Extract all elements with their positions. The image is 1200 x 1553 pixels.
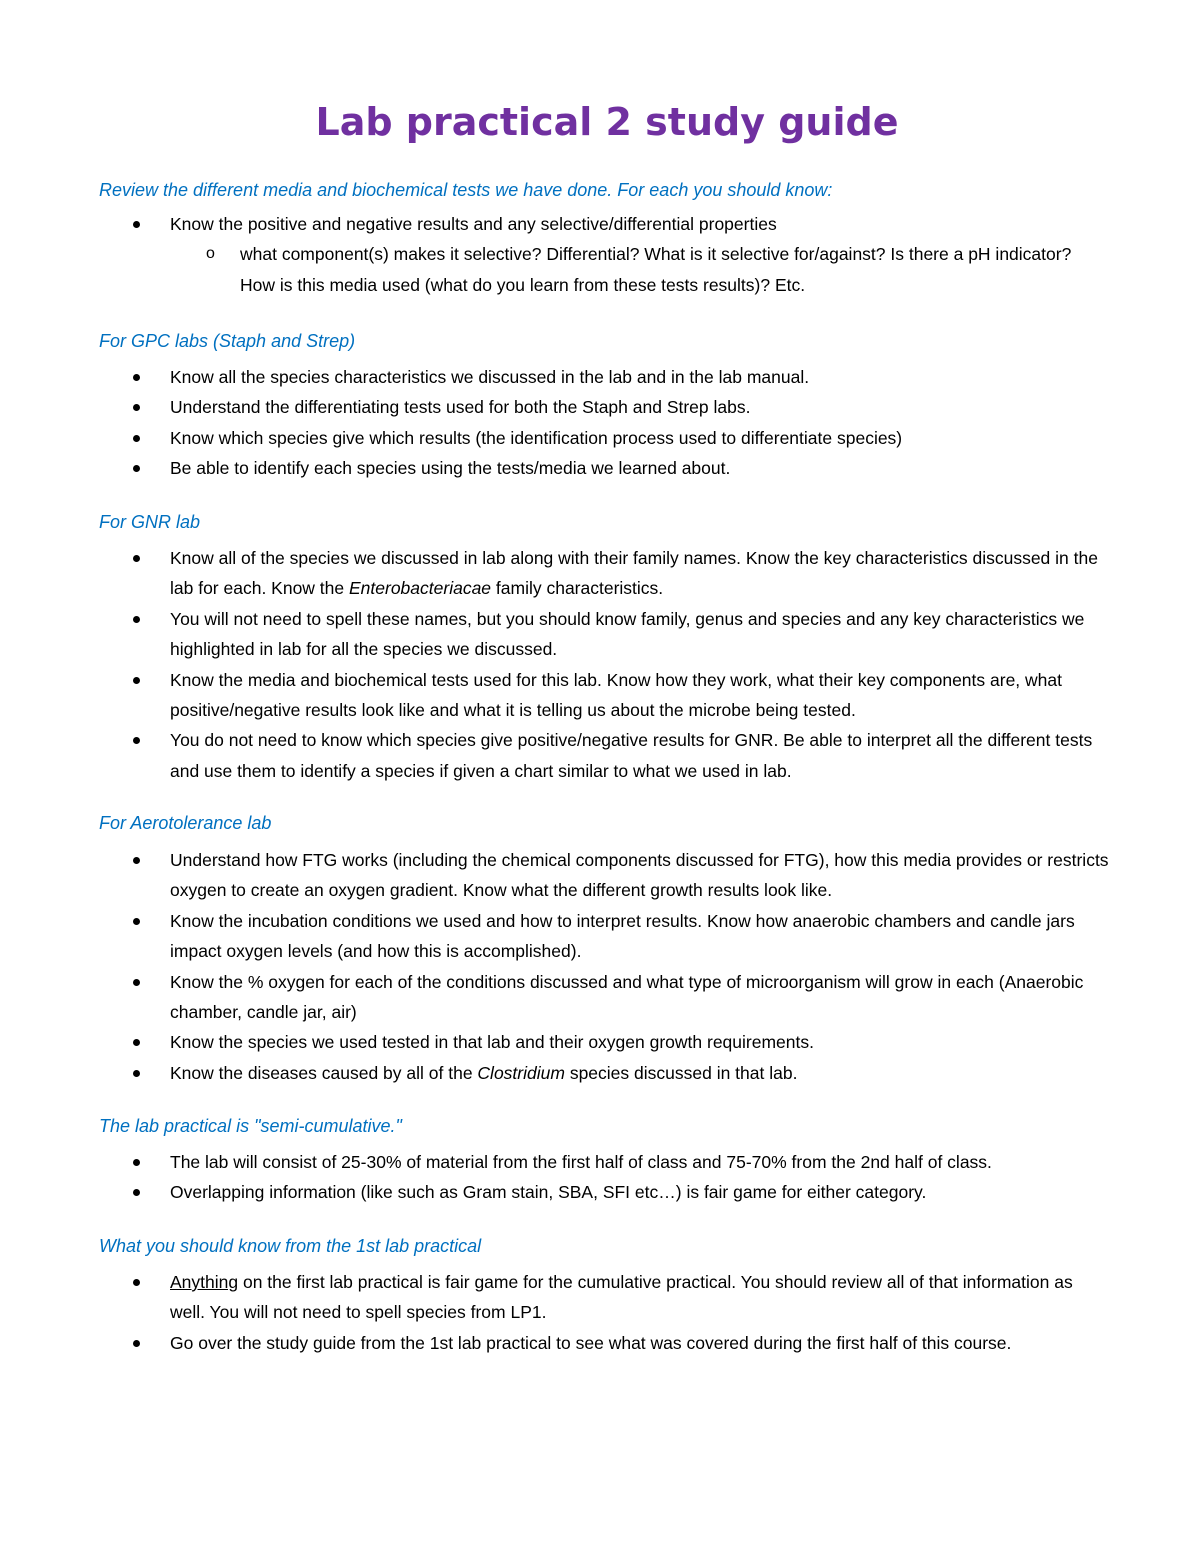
sub-list (170, 239, 1110, 300)
list-item-text: Go over the study guide from the 1st lab practical to see what was covered during the first half of this course. (170, 1332, 1012, 1353)
list-item (0, 392, 1110, 422)
list-item-text: Know all of the species we discussed in lab along with their family names. Know the key characteristics discussed in the lab for each. Know the (170, 548, 1098, 599)
list-item (0, 453, 1110, 483)
list-item (0, 906, 1110, 967)
bullet-icon (133, 1039, 140, 1046)
bullet-icon (133, 1070, 140, 1077)
list-item-text: Understand the differentiating tests used for both the Staph and Strep labs. (170, 397, 751, 418)
list-item-text: Know all the species characteristics we discussed in the lab and in the lab manual. (170, 367, 810, 387)
list-item-text: You will not need to spell these names, but you should know family, genus and species and any key characteristics we highlighted in lab for all the species we discussed. (170, 608, 1085, 660)
list-item-text: Know the species we used tested in that lab and their oxygen growth requirements. (170, 1032, 814, 1053)
list-item (0, 209, 1110, 300)
list-item (0, 1027, 1110, 1057)
list-item (0, 1177, 1110, 1207)
list-item-text: Know the diseases caused by all of the (170, 1062, 478, 1083)
section-heading-gpc: For GPC labs (Staph and Strep) (99, 331, 356, 351)
list-item (0, 1328, 1110, 1358)
bullet-icon (133, 918, 140, 925)
bullet-icon (133, 465, 140, 472)
section-heading-review: Review the different media and biochemical tests we have done. For each you should know: (99, 180, 833, 200)
section-heading-semi-cumulative: The lab practical is "semi-cumulative." (99, 1116, 402, 1136)
list-item (0, 967, 1110, 1028)
bullet-icon (133, 555, 140, 562)
list-item-text: Know the % oxygen for each of the conditions discussed and what type of microorganism will grow in each (Anaerobic chamber, candle jar, air) (170, 971, 1084, 1023)
sub-list-item-text: what component(s) makes it selective? Differential? What is it selective for/against? Is there a pH indicator? How is this media used (what do you learn from these tests results)? Etc. (240, 244, 1072, 295)
bullet-icon (133, 979, 140, 986)
section-heading-first-practical: What you should know from the 1st lab practical (99, 1236, 482, 1256)
list-item-text: Know the media and biochemical tests used for this lab. Know how they work, what their key components are, what positive/negative results look like and what it is telling us about the microbe being tested. (170, 669, 1062, 721)
aero-list (0, 845, 1200, 1088)
list-item-text: Know the incubation conditions we used and how to interpret results. Know how anaerobic chambers and candle jars impact oxygen levels (and how this is accomplished). (170, 910, 1075, 962)
bullet-icon (133, 737, 140, 744)
bullet-icon (133, 435, 140, 442)
bullet-icon (133, 1340, 140, 1347)
list-item-text: Be able to identify each species using the tests/media we learned about. (170, 458, 731, 479)
gnr-list (0, 543, 1200, 786)
list-item (0, 1267, 1110, 1328)
bullet-icon (133, 404, 140, 411)
bullet-icon (133, 677, 140, 684)
list-item-text: on the first lab practical is fair game for the cumulative practical. You should review all of that information as well. You will not need to spell species from LP1. (170, 1272, 1073, 1323)
list-item-text-end: species discussed in that lab. (564, 1062, 798, 1083)
list-item (0, 665, 1110, 726)
list-item-text: Understand how FTG works (including the chemical components discussed for FTG), how this media provides or restricts oxygen to create an oxygen gradient. Know what the different growth results look like. (170, 850, 1109, 901)
sub-list-item (0, 239, 1100, 300)
list-item-text: Overlapping information (like such as Gram stain, SBA, SFI etc…) is fair game for either category. (170, 1182, 927, 1203)
list-item-text: You do not need to know which species give positive/negative results for GNR. Be able to interpret all the different tests and use them to identify a species if given a chart similar to what we used in lab. (170, 730, 1093, 781)
list-item (0, 423, 1110, 453)
gpc-list (0, 362, 1200, 484)
list-item-text-end: family characteristics. (491, 578, 664, 599)
bullet-icon (133, 1189, 140, 1196)
list-item-text: Know which species give which results (the identification process used to differentiate species) (170, 427, 903, 448)
underlined-word: Anything (170, 1272, 239, 1292)
semi-list (0, 1147, 1200, 1208)
list-item (0, 845, 1110, 906)
bullet-icon (133, 1159, 140, 1166)
list-item (0, 604, 1110, 665)
bullet-icon (133, 221, 140, 228)
review-list (0, 209, 1200, 300)
bullet-icon (133, 374, 140, 381)
section-heading-aerotolerance: For Aerotolerance lab (99, 813, 272, 833)
list-item-text: The lab will consist of 25-30% of material from the first half of class and 75-70% from the 2nd half of class. (170, 1152, 992, 1172)
list-item (0, 1058, 1110, 1088)
section-heading-gnr: For GNR lab (99, 512, 201, 532)
list-item (0, 543, 1110, 604)
list-item-text: Know the positive and negative results and any selective/differential properties (170, 214, 777, 234)
family-name-italic: Enterobacteriacae (349, 578, 492, 599)
bullet-icon (133, 857, 140, 864)
list-item (0, 362, 1110, 392)
first-practical-list (0, 1267, 1200, 1358)
list-item (0, 725, 1110, 786)
page-title: Lab practical 2 study guide (315, 100, 899, 144)
hollow-bullet-icon: o (206, 245, 215, 263)
bullet-icon (133, 616, 140, 623)
bullet-icon (133, 1279, 140, 1286)
genus-name-italic: Clostridium (477, 1062, 565, 1083)
list-item (0, 1147, 1110, 1177)
